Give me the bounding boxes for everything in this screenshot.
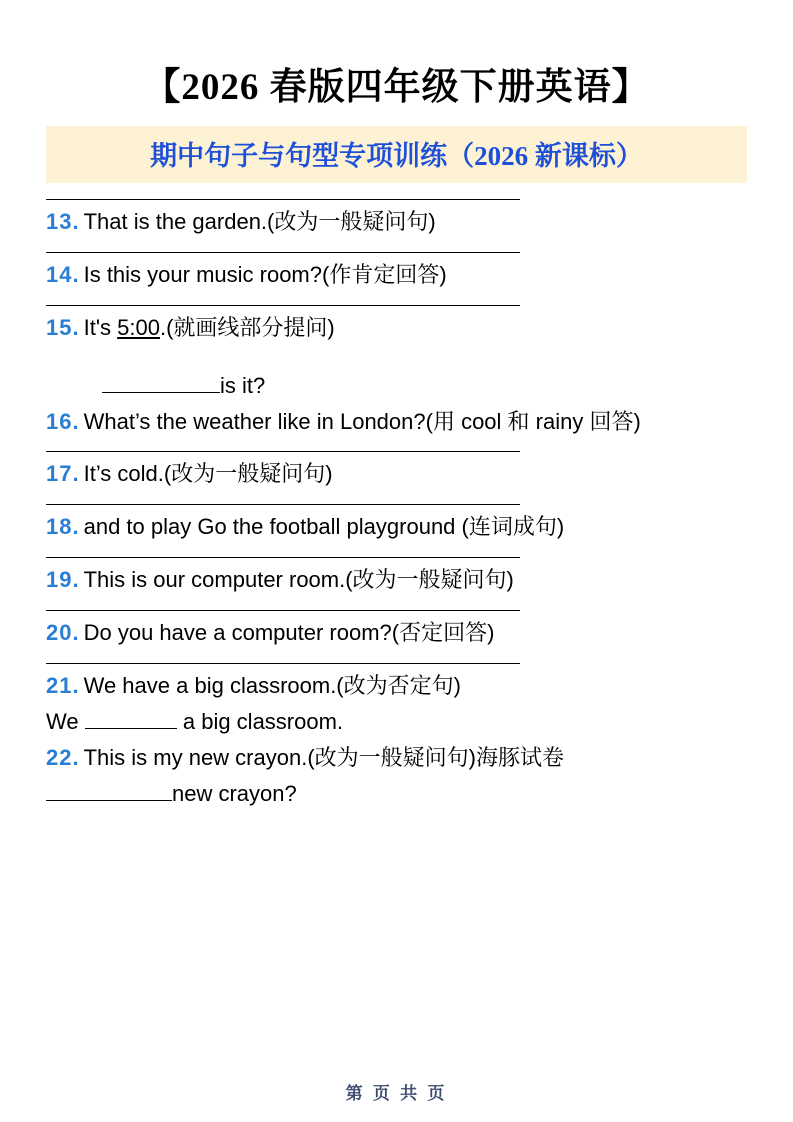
spacer (46, 600, 747, 610)
question-text-after: .(就画线部分提问) (159, 314, 335, 340)
question-text: That is the garden.(改为一般疑问句) (83, 209, 436, 234)
answer-line-21 (46, 706, 747, 738)
page-footer: 第 页 共 页 (345, 1084, 448, 1103)
question-text: This is my new crayon.(改为一般疑问句)海豚试卷 (83, 744, 564, 770)
question-number: 17. (46, 461, 80, 487)
answer-rule (46, 557, 520, 558)
question-number: 22. (46, 744, 80, 770)
question-item-16 (46, 406, 747, 438)
question-number: 19. (46, 567, 80, 593)
question-text: Do you have a computer room?(否定回答) (83, 620, 495, 646)
spacer (46, 547, 747, 557)
page-subtitle: 期中句子与句型专项训练（2026 新课标） (150, 141, 643, 171)
question-item-19 (46, 564, 747, 596)
underlined-target: 5:00 (117, 314, 160, 340)
answer-rule (46, 199, 520, 200)
answer-prefix: We (46, 708, 79, 734)
spacer (46, 494, 747, 504)
question-number: 21. (46, 673, 80, 699)
question-item-22 (46, 742, 747, 774)
answer-rule (46, 504, 520, 505)
spacer (46, 242, 747, 252)
question-number: 16. (46, 408, 80, 434)
question-item-18 (46, 511, 747, 543)
question-number: 20. (46, 620, 80, 646)
question-item-15 (46, 312, 747, 344)
question-number: 18. (46, 514, 80, 540)
page-title: 【2026 春版四年级下册英语】 (143, 67, 650, 108)
question-text: and to play Go the football playground (连词成句) (83, 514, 565, 540)
spacer (46, 348, 747, 370)
question-number: 15. (46, 314, 80, 340)
question-text: Is this your music room?(作肯定回答) (83, 261, 447, 287)
answer-rule (46, 252, 520, 253)
question-item-17 (46, 458, 747, 490)
fill-in-blank[interactable] (102, 370, 220, 393)
answer-rule (46, 305, 520, 306)
question-text: We have a big classroom.(改为否定句) (83, 673, 461, 699)
question-item-13 (46, 206, 747, 238)
answer-line-22 (46, 778, 747, 810)
answer-suffix: new crayon? (172, 780, 297, 806)
answer-rule (46, 610, 520, 611)
answer-line-15 (46, 370, 747, 402)
question-number: 13. (46, 209, 80, 234)
subtitle-banner (46, 126, 747, 183)
question-text: What’s the weather like in London?(用 cool 和 rainy 回答) (83, 408, 641, 434)
question-text: It’s cold.(改为一般疑问句) (83, 461, 333, 487)
answer-rule (46, 663, 520, 664)
spacer (46, 295, 747, 305)
fill-in-blank[interactable] (85, 706, 177, 729)
answer-rule (46, 451, 520, 452)
question-number: 14. (46, 261, 80, 287)
answer-suffix: is it? (220, 372, 266, 398)
question-item-21 (46, 670, 747, 702)
spacer (46, 653, 747, 663)
question-text-before: It's (83, 314, 118, 340)
spacer (46, 441, 747, 451)
fill-in-blank[interactable] (46, 778, 172, 801)
question-text: This is our computer room.(改为一般疑问句) (83, 567, 514, 593)
question-item-20 (46, 617, 747, 649)
questions-list (46, 199, 747, 810)
question-item-14 (46, 259, 747, 291)
answer-suffix: a big classroom. (182, 708, 344, 734)
